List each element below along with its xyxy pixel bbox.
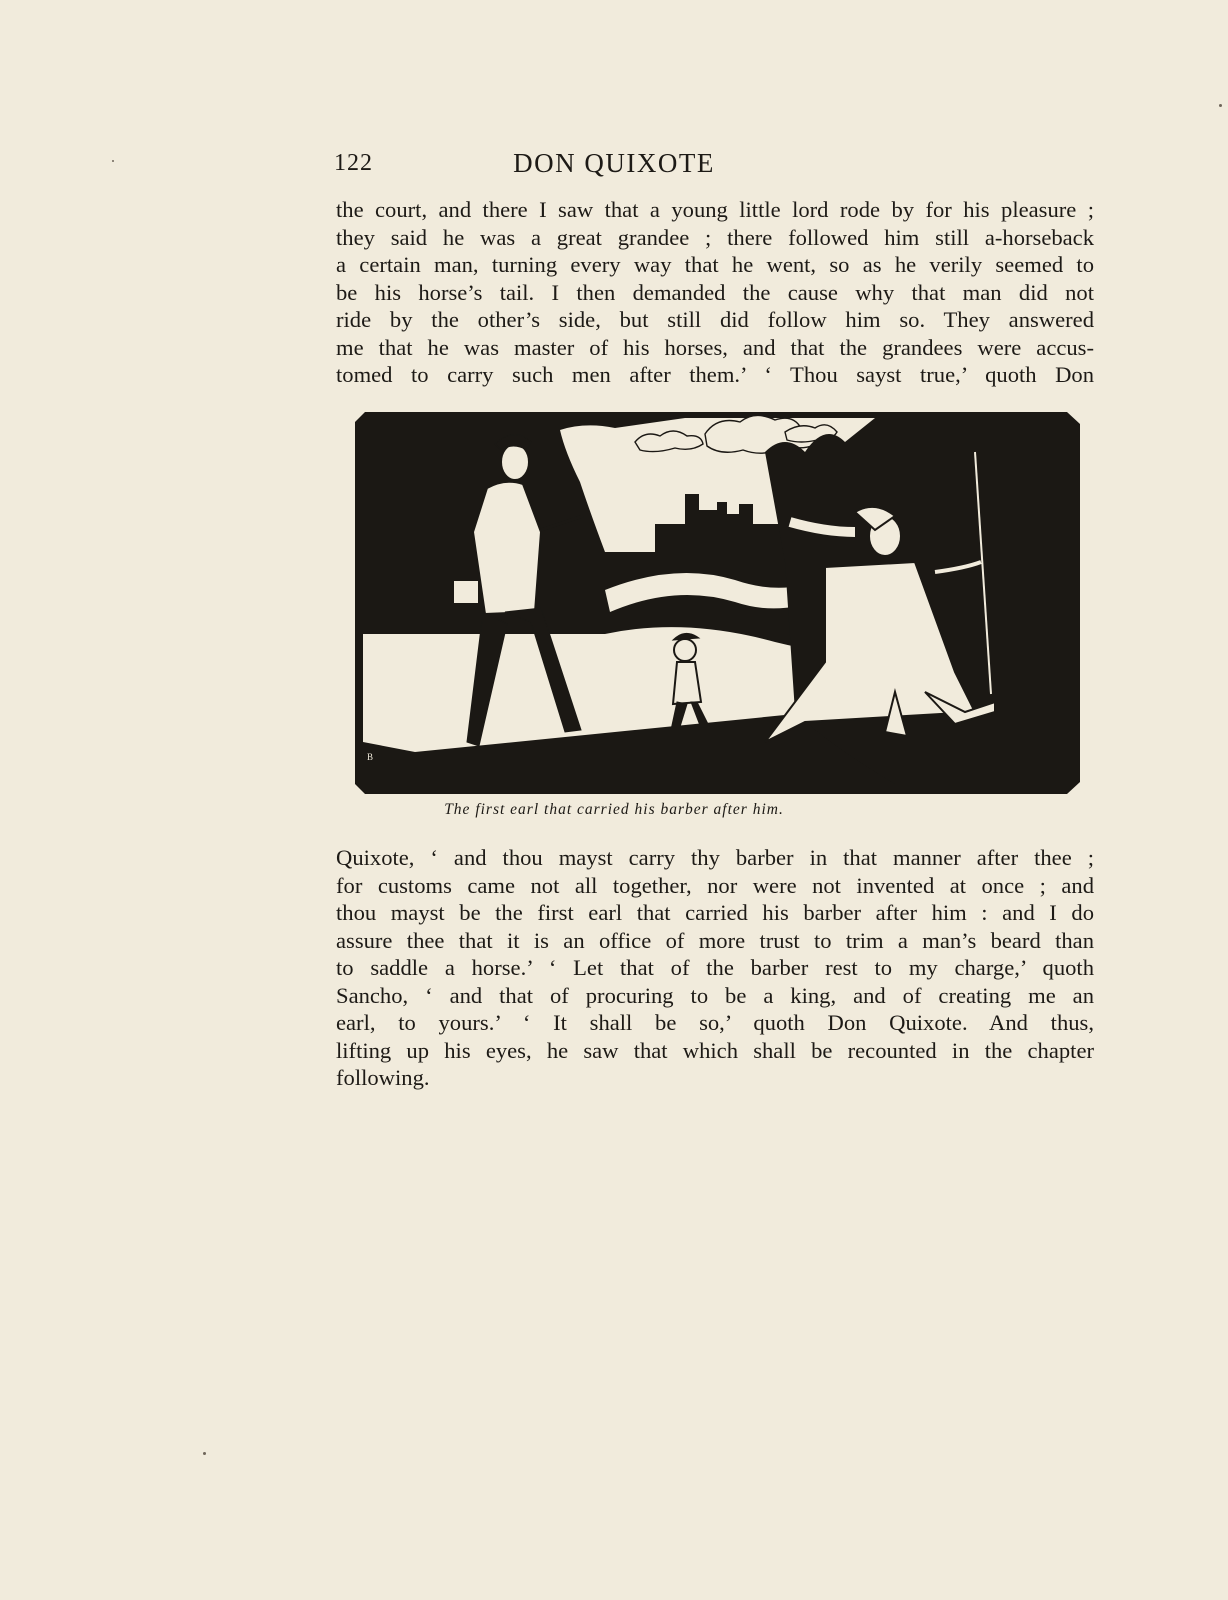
text-line: thou mayst be the first earl that carried his barber after him : and I do [336, 900, 1094, 925]
silhouette-scene [355, 412, 1080, 794]
text-line: they said he was a great grandee ; there followed him still a-horseback [336, 224, 1094, 250]
text-line: lifting up his eyes, he saw that which shall be recounted in the chapter [336, 1037, 1094, 1063]
text-line: a certain man, turning every way that he went, so as he verily seemed to [336, 252, 1094, 277]
text-line: earl, to yours.’ ‘ It shall be so,’ quoth Don Quixote. And thus, [336, 1010, 1094, 1035]
paper-speck [1219, 104, 1222, 107]
text-line: me that he was master of his horses, and that the grandees were accus- [336, 334, 1094, 360]
text-block-top [336, 196, 1094, 389]
text-line: for customs came not all together, nor were not invented at once ; and [336, 872, 1094, 898]
text-line: Quixote, ‘ and thou mayst carry thy barber in that manner after thee ; [336, 845, 1094, 870]
page-number: 122 [334, 150, 373, 176]
text-block-bottom [336, 844, 1094, 1092]
woodcut-illustration [355, 412, 1080, 794]
artist-monogram: B [367, 752, 374, 762]
text-line: tomed to carry such men after them.’ ‘ Thou sayst true,’ quoth Don [336, 362, 1094, 387]
text-line: Sancho, ‘ and that of procuring to be a king, and of creating me an [336, 982, 1094, 1008]
text-line: to saddle a horse.’ ‘ Let that of the barber rest to my charge,’ quoth [336, 955, 1094, 980]
paper-speck [112, 160, 114, 162]
text-line: the court, and there I saw that a young little lord rode by for his pleasure ; [336, 197, 1094, 222]
running-title: DON QUIXOTE [513, 148, 715, 178]
illustration-caption: The first earl that carried his barber after him. [444, 801, 784, 818]
paper-speck [203, 1452, 206, 1455]
text-line: assure thee that it is an office of more trust to trim a man’s beard than [336, 927, 1094, 953]
text-line: following. [336, 1065, 430, 1090]
text-line: be his horse’s tail. I then demanded the cause why that man did not [336, 279, 1094, 305]
text-line: ride by the other’s side, but still did follow him so. They answered [336, 307, 1094, 332]
